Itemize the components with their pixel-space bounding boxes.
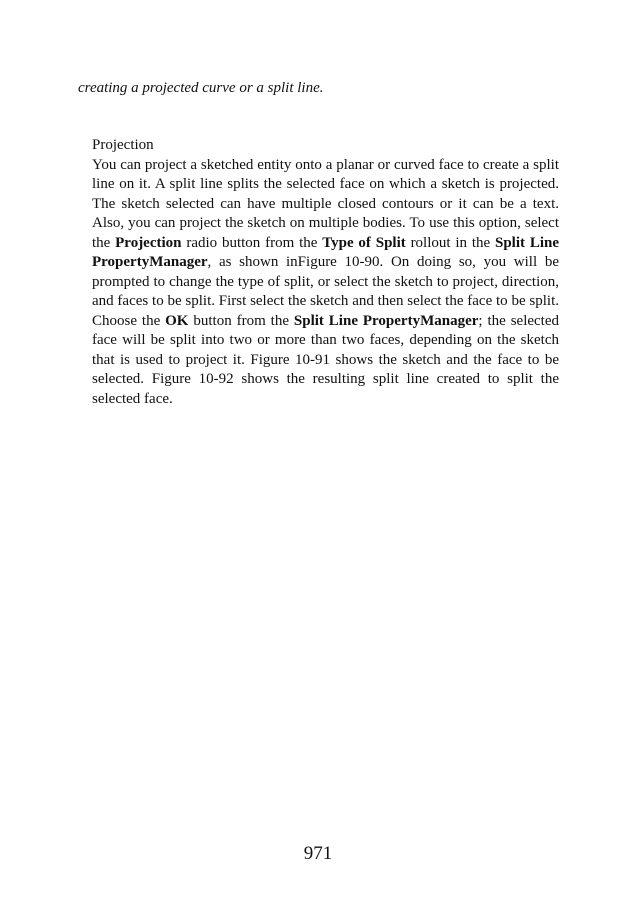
page-number: 971 bbox=[303, 843, 333, 864]
split-line-propertymanager-term: Split Line PropertyManager bbox=[92, 234, 559, 270]
body-text-5: button from the bbox=[188, 312, 294, 329]
projection-term: Projection bbox=[115, 234, 182, 251]
body-text-4: , as shown inFigure 10-90. On doing so, you will be prompted to change the type of split, or select the sketch to project, direction, and faces to be split. First select the sketch and then select the face to be split. Choose the bbox=[92, 254, 559, 329]
section-body bbox=[92, 156, 559, 410]
split-line-propertymanager-term-2: Split Line PropertyManager bbox=[293, 312, 479, 329]
body-text-6: ; the selected face will be split into two or more than two faces, depending on the sketch that is used to project it. Figure 10-91 shows the sketch and the face to be selected. Figure 10-92 shows the resulting split line created to split the selected face. bbox=[92, 312, 559, 407]
projection-section bbox=[92, 136, 559, 409]
body-text-1: You can project a sketched entity onto a planar or curved face to create a split line on it. A split line splits the selected face on which a sketch is projected. The sketch selected can have multiple closed contours or it can be a text. Also, you can project the sketch on multiple bodies. To use this option, select the bbox=[92, 156, 559, 251]
body-text-3: rollout in the bbox=[405, 234, 495, 251]
lead-line: creating a projected curve or a split line. bbox=[78, 80, 324, 96]
section-heading: Projection bbox=[92, 137, 154, 153]
ok-term: OK bbox=[165, 312, 189, 329]
body-text-2: radio button from the bbox=[181, 234, 323, 251]
type-of-split-term: Type of Split bbox=[322, 234, 406, 251]
